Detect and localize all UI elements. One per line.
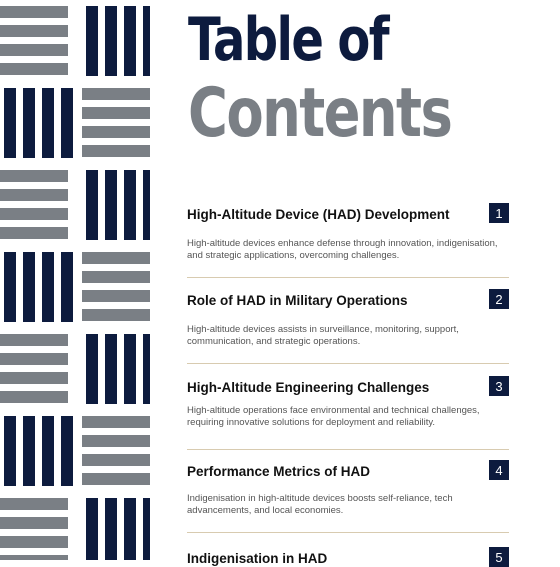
navy-stripe bbox=[143, 334, 150, 404]
page-title-line-1: Table of bbox=[188, 5, 389, 75]
horizontal-stripe-block bbox=[0, 6, 68, 75]
navy-stripe bbox=[86, 6, 98, 76]
gray-stripe bbox=[0, 334, 68, 346]
navy-stripe bbox=[61, 88, 73, 158]
page-title-line-2: Contents bbox=[188, 74, 452, 153]
navy-stripe bbox=[86, 334, 98, 404]
toc-entry-heading: Role of HAD in Military Operations bbox=[187, 293, 408, 308]
gray-stripe bbox=[0, 208, 68, 220]
navy-stripe bbox=[23, 416, 35, 486]
gray-stripe bbox=[82, 88, 150, 100]
navy-stripe bbox=[105, 498, 117, 560]
navy-stripe bbox=[4, 88, 16, 158]
gray-stripe bbox=[0, 25, 68, 37]
vertical-stripe-block bbox=[86, 498, 150, 560]
gray-stripe bbox=[0, 170, 68, 182]
toc-entry-number-badge: 2 bbox=[489, 289, 509, 309]
gray-stripe bbox=[0, 555, 68, 560]
toc-entry-heading: High-Altitude Engineering Challenges bbox=[187, 380, 430, 395]
horizontal-stripe-block bbox=[82, 416, 150, 485]
toc-divider bbox=[187, 363, 509, 364]
navy-stripe bbox=[23, 252, 35, 322]
gray-stripe bbox=[82, 454, 150, 466]
vertical-stripe-block bbox=[86, 334, 150, 404]
navy-stripe bbox=[61, 416, 73, 486]
gray-stripe bbox=[0, 44, 68, 56]
gray-stripe bbox=[0, 6, 68, 18]
toc-divider bbox=[187, 449, 509, 450]
gray-stripe bbox=[82, 271, 150, 283]
navy-stripe bbox=[105, 334, 117, 404]
toc-entry-number-badge: 1 bbox=[489, 203, 509, 223]
gray-stripe bbox=[0, 498, 68, 510]
toc-entry-description: High-altitude operations face environmental and technical challenges, requiring innovative solutions for deployment and reliability. bbox=[187, 405, 480, 428]
gray-stripe bbox=[0, 372, 68, 384]
navy-stripe bbox=[42, 416, 54, 486]
gray-stripe bbox=[82, 309, 150, 321]
toc-entry-heading: Performance Metrics of HAD bbox=[187, 464, 371, 479]
toc-entry-2[interactable] bbox=[187, 291, 509, 347]
navy-stripe bbox=[86, 170, 98, 240]
navy-stripe bbox=[42, 252, 54, 322]
vertical-stripe-block bbox=[4, 416, 73, 486]
vertical-stripe-block bbox=[86, 170, 150, 240]
toc-entry-3[interactable] bbox=[187, 378, 509, 428]
gray-stripe bbox=[82, 473, 150, 485]
toc-entry-5[interactable] bbox=[187, 551, 509, 566]
navy-stripe bbox=[4, 416, 16, 486]
navy-stripe bbox=[105, 170, 117, 240]
gray-stripe bbox=[0, 227, 68, 239]
navy-stripe bbox=[143, 498, 150, 560]
toc-entry-description: High-altitude devices enhance defense through innovation, indigenisation, and strategic applications, overcoming challenges. bbox=[187, 238, 498, 261]
horizontal-stripe-block bbox=[82, 88, 150, 157]
horizontal-stripe-block bbox=[82, 252, 150, 321]
navy-stripe bbox=[42, 88, 54, 158]
gray-stripe bbox=[0, 189, 68, 201]
vertical-stripe-block bbox=[4, 88, 73, 158]
toc-entry-4[interactable] bbox=[187, 462, 509, 516]
navy-stripe bbox=[143, 170, 150, 240]
gray-stripe bbox=[0, 536, 68, 548]
navy-stripe bbox=[124, 170, 136, 240]
gray-stripe bbox=[0, 63, 68, 75]
toc-entry-number-badge: 3 bbox=[489, 376, 509, 396]
navy-stripe bbox=[4, 252, 16, 322]
navy-stripe bbox=[124, 334, 136, 404]
gray-stripe bbox=[82, 290, 150, 302]
gray-stripe bbox=[82, 107, 150, 119]
toc-divider bbox=[187, 277, 509, 278]
horizontal-stripe-block bbox=[0, 334, 68, 403]
navy-stripe bbox=[124, 498, 136, 560]
gray-stripe bbox=[82, 252, 150, 264]
gray-stripe bbox=[82, 145, 150, 157]
decorative-stripe-pattern bbox=[0, 0, 150, 560]
toc-entry-description: Indigenisation in high-altitude devices boosts self-reliance, tech advancements, and local economies. bbox=[187, 493, 453, 516]
gray-stripe bbox=[82, 435, 150, 447]
vertical-stripe-block bbox=[4, 252, 73, 322]
gray-stripe bbox=[0, 391, 68, 403]
gray-stripe bbox=[0, 353, 68, 365]
navy-stripe bbox=[124, 6, 136, 76]
toc-entry-heading: Indigenisation in HAD bbox=[187, 551, 328, 566]
horizontal-stripe-block bbox=[0, 498, 68, 560]
navy-stripe bbox=[23, 88, 35, 158]
vertical-stripe-block bbox=[86, 6, 150, 76]
toc-divider bbox=[187, 532, 509, 533]
horizontal-stripe-block bbox=[0, 170, 68, 239]
navy-stripe bbox=[61, 252, 73, 322]
navy-stripe bbox=[105, 6, 117, 76]
toc-entry-1[interactable] bbox=[187, 205, 509, 261]
toc-entry-number-badge: 4 bbox=[489, 460, 509, 480]
toc-entry-number-badge: 5 bbox=[489, 547, 509, 567]
navy-stripe bbox=[143, 6, 150, 76]
gray-stripe bbox=[0, 517, 68, 529]
toc-entry-heading: High-Altitude Device (HAD) Development bbox=[187, 207, 450, 222]
gray-stripe bbox=[82, 416, 150, 428]
gray-stripe bbox=[82, 126, 150, 138]
navy-stripe bbox=[86, 498, 98, 560]
toc-entry-description: High-altitude devices assists in surveillance, monitoring, support, communication, and strategic operations. bbox=[187, 324, 459, 347]
